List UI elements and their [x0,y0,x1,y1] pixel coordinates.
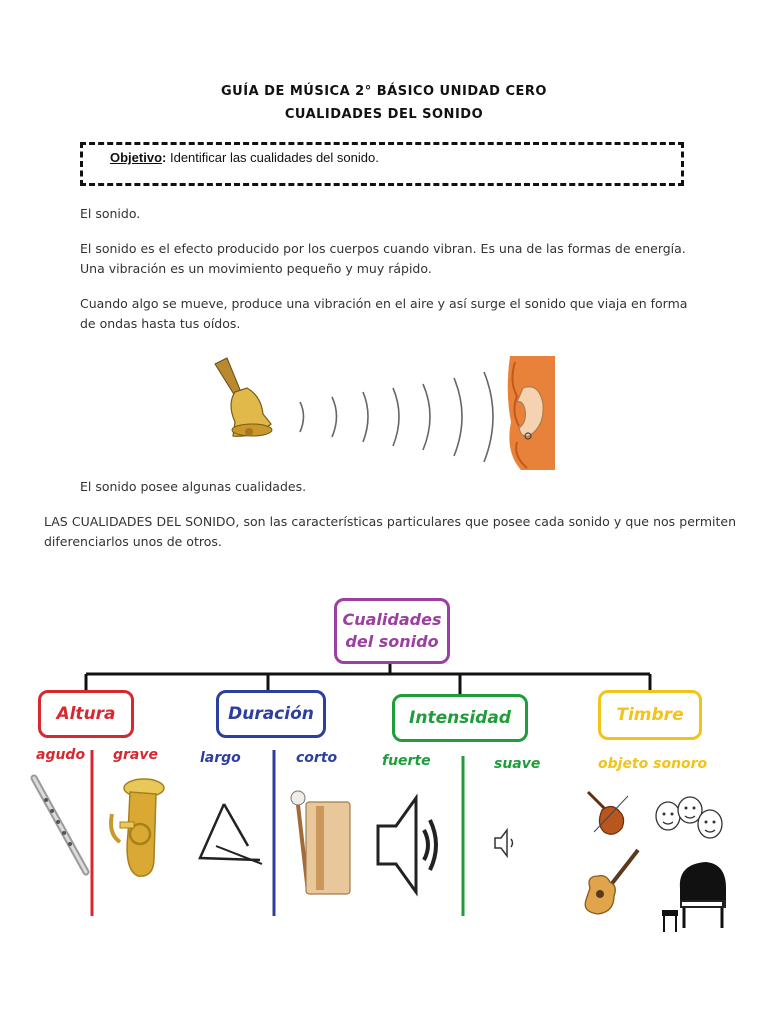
speaker-soft-icon [492,826,522,860]
intensidad-box [392,694,528,742]
ear-icon [508,356,555,470]
paragraph-definition: El sonido es el efecto producido por los cuerpos cuando vibran. Es una de las formas de energía. Una vibración es un movimiento pequeño y muy rápido. [80,241,686,276]
intensidad-fuerte-label: fuerte [382,753,431,769]
faces-icon [652,794,726,844]
altura-label: Altura [56,704,116,724]
triangle-instrument-icon [196,798,268,868]
duracion-largo-label: largo [200,750,241,766]
page-title: GUÍA DE MÚSICA 2° BÁSICO UNIDAD CERO [221,84,547,99]
objective-text [110,150,379,165]
intensidad-suave-label: suave [494,756,541,772]
altura-box [38,690,134,738]
timbre-box [598,690,702,740]
paragraph-vibration: Cuando algo se mueve, produce una vibración en el aire y así surge el sonido que viaja en forma de ondas hasta tus oídos. [80,296,688,331]
bell-icon [215,358,272,436]
objective-content: Identificar las cualidades del sonido. [166,150,379,165]
duracion-label: Duración [228,704,314,724]
intensidad-label: Intensidad [409,708,511,728]
duracion-corto-label: corto [296,750,338,766]
objective-label: Objetivo [110,150,163,165]
altura-agudo-label: agudo [36,747,86,763]
timbre-objeto-sonoro-label: objeto sonoro [598,756,708,772]
violin-icon [584,788,632,840]
paragraph-qualities-definition: LAS CUALIDADES DEL SONIDO, son las características particulares que posee cada sonido y que nos permiten diferenciarlos unos de otros. [44,514,736,549]
woodblock-icon [288,790,354,896]
duracion-box [216,690,326,738]
piano-icon [658,858,730,936]
speaker-loud-icon [372,790,442,898]
root-concept-line1: Cualidades [342,610,442,629]
timbre-label: Timbre [616,705,684,725]
root-concept-line2: del sonido [345,632,439,651]
flute-icon [28,774,92,878]
tuba-icon [104,774,166,882]
sound-waves [300,372,493,462]
altura-grave-label: grave [113,747,158,763]
page-subtitle: CUALIDADES DEL SONIDO [284,107,484,122]
guitar-icon [580,846,644,918]
root-concept-box [334,598,450,664]
objective-separator: : [162,150,167,165]
paragraph-intro: El sonido. [80,206,141,221]
paragraph-qualities: El sonido posee algunas cualidades. [80,479,307,494]
sound-wave-illustration [205,352,560,474]
